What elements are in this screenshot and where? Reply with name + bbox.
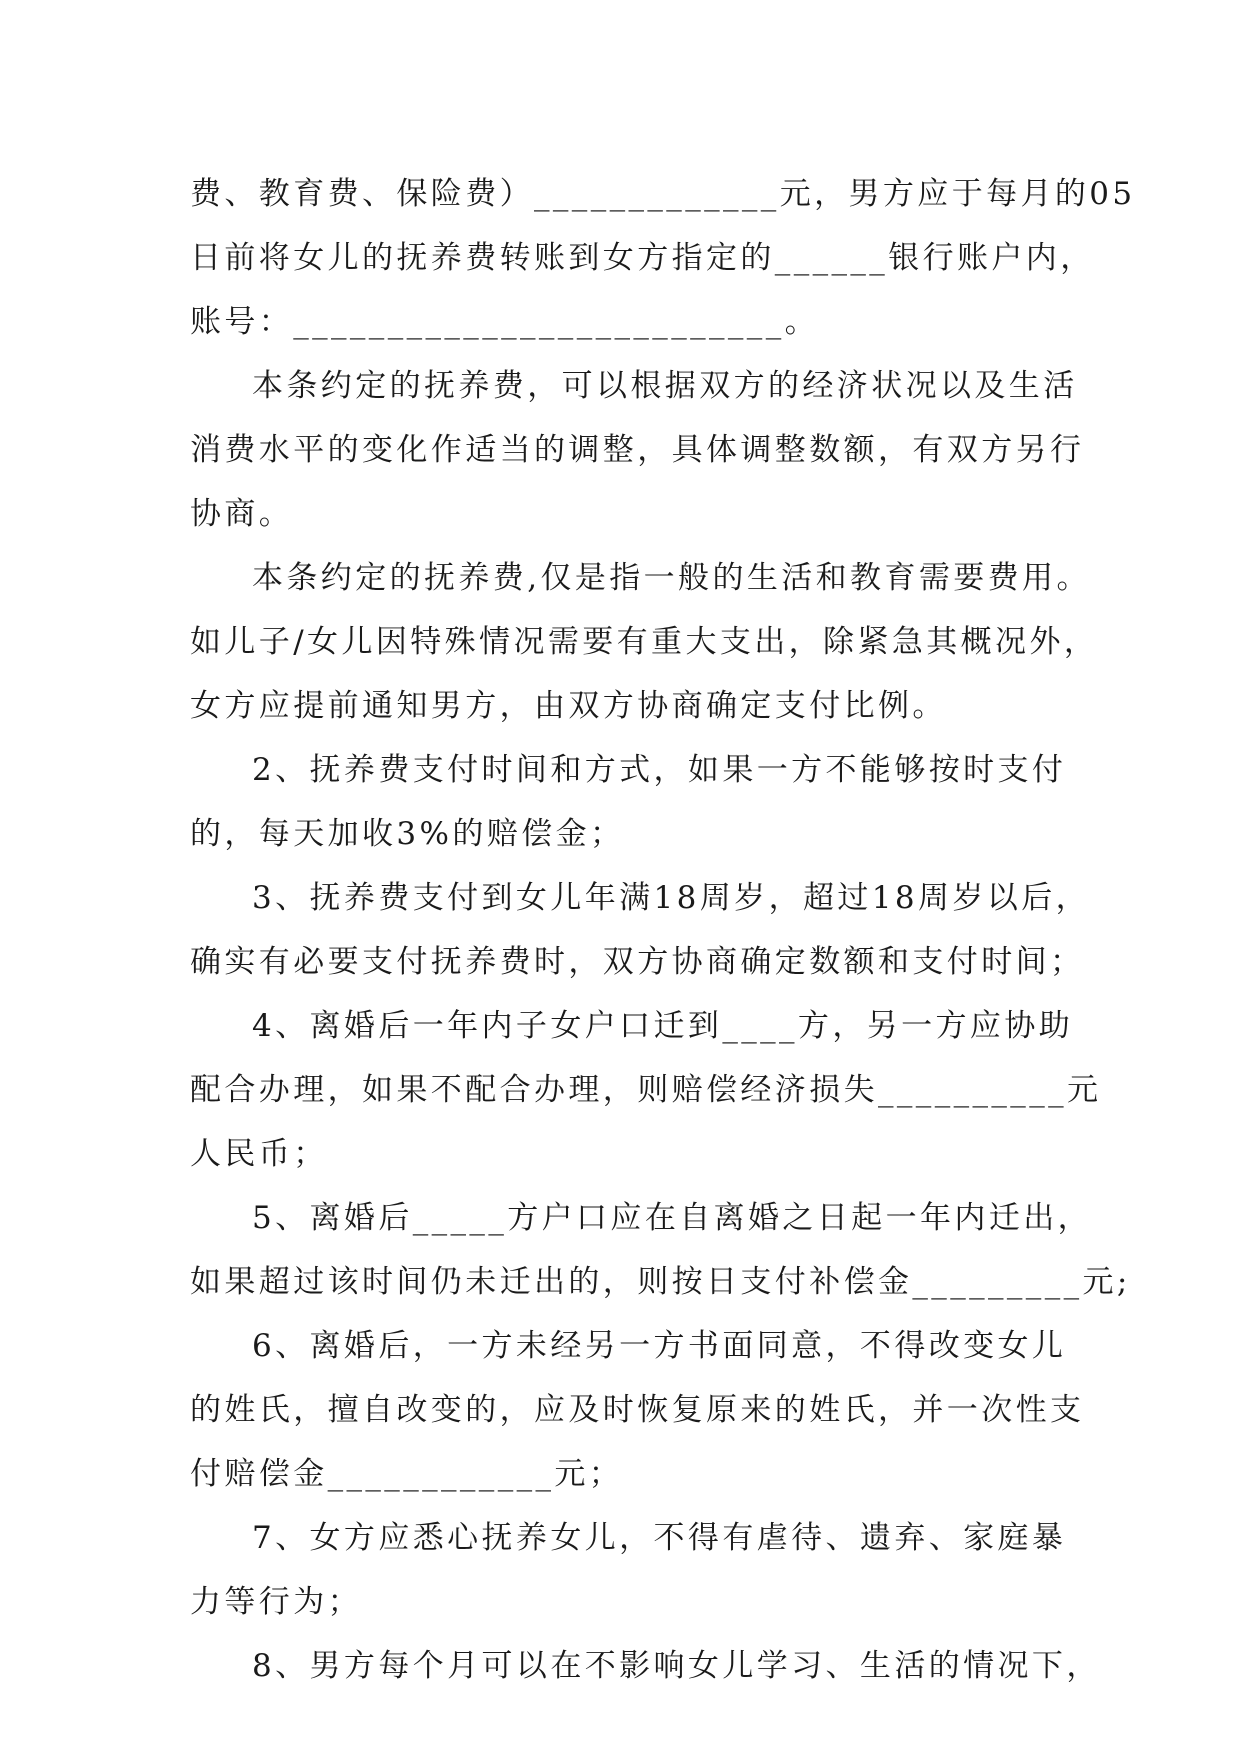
text-line: 6、离婚后，一方未经另一方书面同意，不得改变女儿 xyxy=(252,1328,1067,1364)
text-line: 力等行为； xyxy=(190,1584,362,1620)
text-line: 协商。 xyxy=(190,496,294,532)
text-line: 2、抚养费支付时间和方式，如果一方不能够按时支付 xyxy=(252,752,1067,788)
text-line: 付赔偿金____________元； xyxy=(190,1456,624,1492)
text-line: 女方应提前通知男方，由双方协商确定支付比例。 xyxy=(190,688,947,724)
text-line: 本条约定的抚养费,仅是指一般的生活和教育需要费用。 xyxy=(252,560,1091,596)
text-line: 的姓氏，擅自改变的，应及时恢复原来的姓氏，并一次性支 xyxy=(190,1392,1085,1428)
text-line: 如儿子/女儿因特殊情况需要有重大支出，除紧急其概况外， xyxy=(190,624,1099,660)
text-line: 4、离婚后一年内子女户口迁到____方，另一方应协助 xyxy=(252,1008,1074,1044)
text-line: 的，每天加收3%的赔偿金； xyxy=(190,816,625,852)
agreement-body xyxy=(190,162,1136,1698)
text-line: 3、抚养费支付到女儿年满18周岁，超过18周岁以后， xyxy=(252,880,1091,916)
text-line: 8、男方每个月可以在不影响女儿学习、生活的情况下， xyxy=(252,1648,1101,1684)
text-line: 本条约定的抚养费，可以根据双方的经济状况以及生活 xyxy=(252,368,1078,404)
text-line: 消费水平的变化作适当的调整，具体调整数额，有双方另行 xyxy=(190,432,1085,468)
text-line: 日前将女儿的抚养费转账到女方指定的______银行账户内， xyxy=(190,240,1095,276)
text-line: 费、教育费、保险费）_____________元，男方应于每月的05 xyxy=(190,176,1136,212)
text-line: 账号：__________________________。 xyxy=(190,304,819,340)
text-line: 确实有必要支付抚养费时，双方协商确定数额和支付时间； xyxy=(190,944,1085,980)
text-line: 人民币； xyxy=(190,1136,328,1172)
text-line: 7、女方应悉心抚养女儿，不得有虐待、遗弃、家庭暴 xyxy=(252,1520,1067,1556)
text-line: 配合办理，如果不配合办理，则赔偿经济损失__________元 xyxy=(190,1072,1102,1108)
text-line: 如果超过该时间仍未迁出的，则按日支付补偿金_________元; xyxy=(190,1264,1131,1300)
text-line: 5、离婚后_____方户口应在自离婚之日起一年内迁出， xyxy=(252,1200,1093,1236)
